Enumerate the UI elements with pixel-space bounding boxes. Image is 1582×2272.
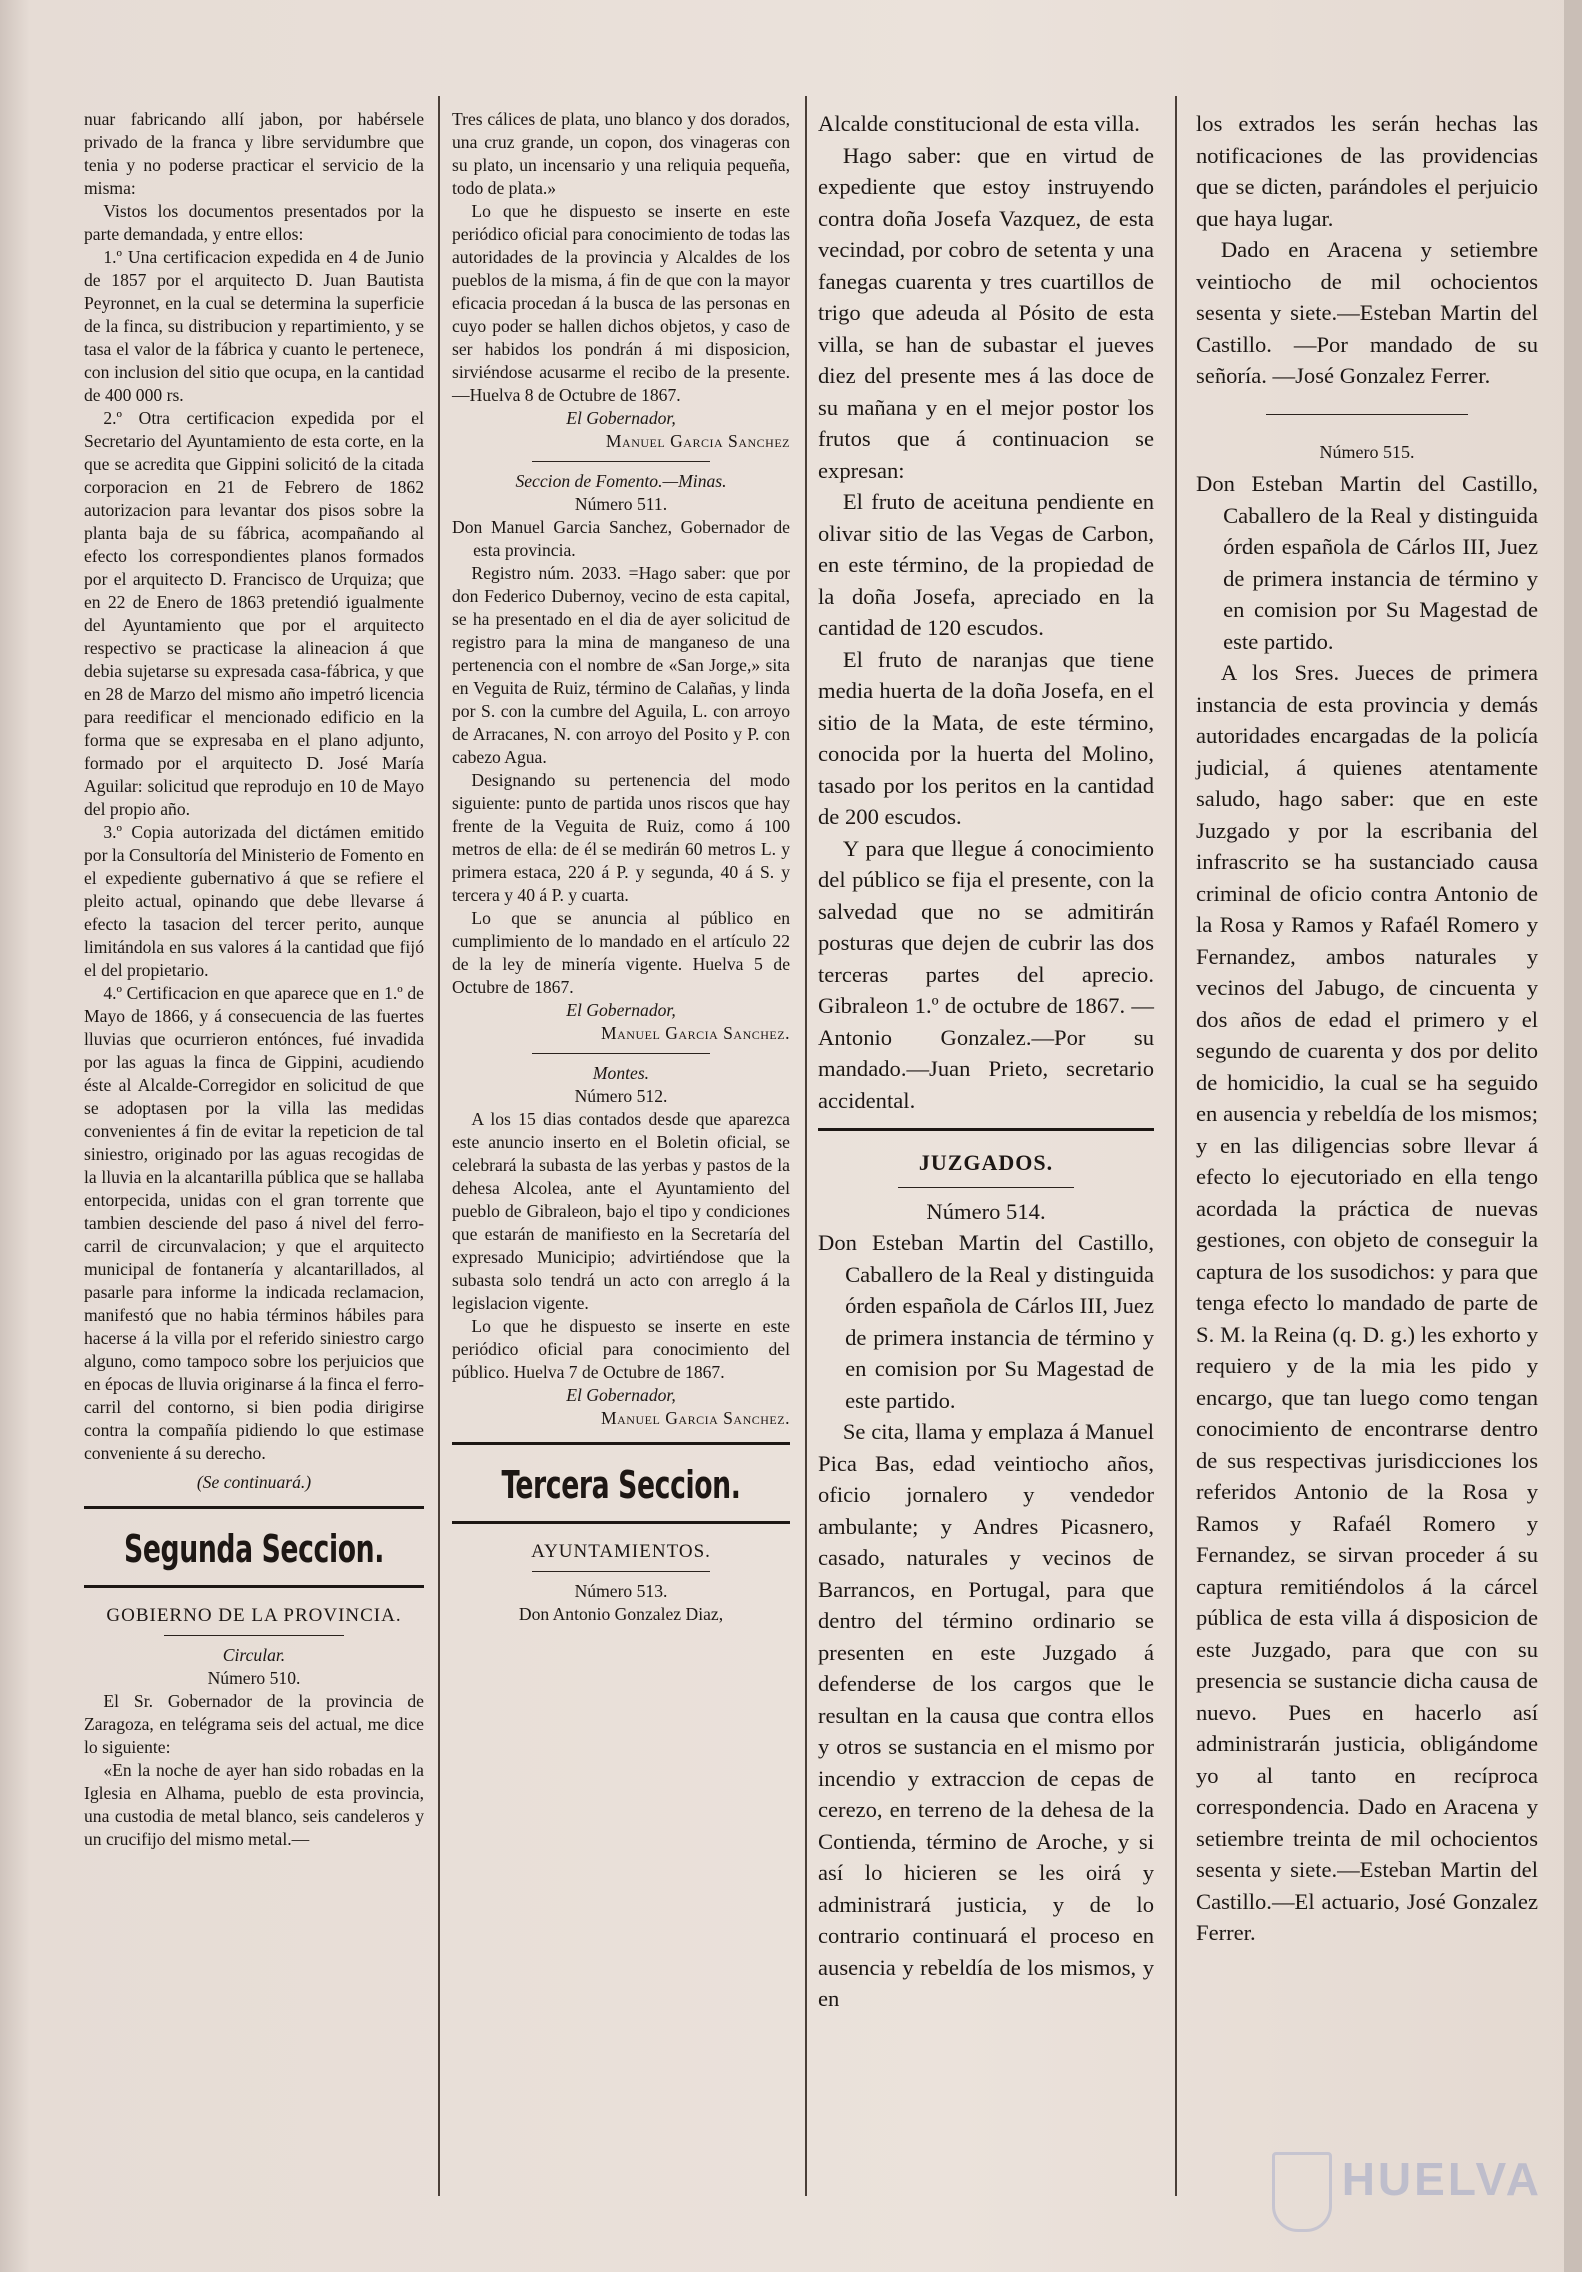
- divider: [1266, 414, 1468, 415]
- paragraph: Y para que llegue á conocimiento del público se fija el presente, con la salvedad que no se admitirán posturas que dejen de cubrir las dos terceras partes del aprecio. Gibraleon 1.º de octubre de 1867. —Antonio Gonzalez.—Por su mandado.—Juan Prieto, secretario accidental.: [818, 835, 1154, 1113]
- notice-number: Número 512.: [574, 1086, 668, 1106]
- section-divider: [818, 1128, 1154, 1131]
- paragraph: El fruto de naranjas que tiene media huerta de la doña Josefa, en el sitio de la Mata, de este término, conocida por la huerta del Molino, tasado por los peritos en la cantidad de 200 escudos.: [818, 646, 1154, 829]
- signature-name: Manuel Garcia Sanchez.: [601, 1023, 790, 1043]
- section-label: Seccion de Fomento.—Minas.: [515, 471, 727, 491]
- continuation-note: (Se continuará.): [196, 1472, 312, 1492]
- column-divider: [438, 96, 440, 2196]
- paragraph: Don Antonio Gonzalez Diaz,: [518, 1604, 724, 1624]
- notice-number: Número 515.: [1319, 441, 1415, 462]
- notice-number: Número 514.: [926, 1198, 1046, 1224]
- paragraph: 3.º Copia autorizada del dictámen emitido por la Consultoría del Ministerio de Fomento en el expediente gubernativo á que se refiere el pleito actual, opinando que debe llevarse á efecto la tasacion del tercer perito, aunque limitándola en sus valores á la cantidad que fijó el del propietario.: [84, 822, 424, 980]
- notice-number: Número 510.: [207, 1668, 301, 1688]
- section-divider: [84, 1585, 424, 1588]
- divider: [532, 1053, 710, 1054]
- notice-number: Número 511.: [574, 494, 668, 514]
- paragraph: Designando su pertenencia del modo siguiente: punto de partida unos riscos que hay frente de la Veguita de Ruiz, como á 100 metros de ella: de él se medirán 60 metros L. y primera estaca, 220 á P. y segunda, 40 á S. y tercera y 40 á P. y cuarta.: [452, 770, 790, 905]
- paragraph: Tres cálices de plata, uno blanco y dos dorados, una cruz grande, un copon, dos vinageras con su plato, un incensario y una reliquia pequeña, todo de plata.»: [452, 109, 790, 198]
- section-title: Tercera Seccion.: [501, 1463, 741, 1507]
- paragraph: 4.º Certificacion en que aparece que en 1.º de Mayo de 1866, y á consecuencia de las fuertes lluvias que ocurrieron entónces, fué invadida por las aguas la finca de Gippini, acudiendo éste al Alcalde-Corregidor en solicitud de que se adoptasen por la villa las medidas convenientes á fin de evitar la repeticion de tal siniestro, originado por las aguas recogidas de la lluvia en la alcantarilla pública que se hallaba entorpecida, unidas con el gran torrente que tambien desciende del paso á nivel del ferro-carril de circunvalacion; y que el arquitecto municipal de fontanería y alcantarillados, al pasarle para informe la indicada reclamacion, manifestó que no habia términos hábiles para hacerse á la villa por el referido siniestro cargo alguno, como tampoco sobre los perjuicios que en épocas de lluvia originarse á la finca el ferro-carril del contorno, si bien podia dirigirse contra la compañía pidiendo lo que estimase conveniente á su derecho.: [84, 983, 424, 1463]
- section-title: Segunda Seccion.: [124, 1527, 384, 1571]
- signature-label: El Gobernador,: [566, 1000, 676, 1020]
- paragraph: Lo que se anuncia al público en cumplimiento de lo mandado en el artículo 22 de la ley de minería vigente. Huelva 5 de Octubre de 1867.: [452, 908, 790, 997]
- notice-type: Circular.: [222, 1645, 286, 1665]
- paragraph: A los 15 dias contados desde que aparezca este anuncio inserto en el Boletin oficial, se celebrará la subasta de las yerbas y pastos de la dehesa Alcolea, ante el Ayuntamiento del pueblo de Gibraleon, bajo el tipo y condiciones que estarán de manifiesto en la Secretaría del expresado Municipio; advirtiéndose que la subasta solo tendrá un acto con arreglo á la legislacion vigente.: [452, 1109, 790, 1313]
- paragraph: Alcalde constitucional de esta villa.: [818, 111, 1140, 136]
- paragraph: Lo que he dispuesto se inserte en este periódico oficial para conocimiento del público. Huelva 7 de Octubre de 1867.: [452, 1316, 790, 1382]
- paragraph: Don Manuel Garcia Sanchez, Gobernador de esta provincia.: [452, 517, 790, 560]
- column-2: [452, 108, 790, 1626]
- section-divider: [84, 1506, 424, 1509]
- divider: [898, 1187, 1074, 1188]
- column-1: [84, 108, 424, 1851]
- signature-label: El Gobernador,: [566, 408, 676, 428]
- notice-number: Número 513.: [574, 1581, 668, 1601]
- section-label: Montes.: [592, 1063, 650, 1083]
- divider: [532, 1571, 710, 1572]
- paragraph: Dado en Aracena y setiembre veintiocho de mil ochocientos sesenta y siete.—Esteban Martin del Castillo. —Por mandado de su señoría. —José Gonzalez Ferrer.: [1196, 237, 1538, 388]
- signature-label: El Gobernador,: [566, 1385, 676, 1405]
- signature-name: Manuel Garcia Sanchez.: [601, 1408, 790, 1428]
- paragraph: El Sr. Gobernador de la provincia de Zaragoza, en telégrama seis del actual, me dice lo siguiente:: [84, 1691, 424, 1757]
- paragraph: A los Sres. Jueces de primera instancia de esta provincia y demás autoridades encargadas de la policía judicial, á quienes atentamente saludo, hago saber: que en este Juzgado y por la escribania del infrascrito se ha sustanciado causa criminal de oficio contra Antonio de la Rosa y Ramos y Rafaél Romero y Fernandez, ambos naturales y vecinos del Jabugo, de cincuenta y dos años de edad el primero y el segundo de cuarenta y dos por delito de homicidio, la cual se ha seguido en ausencia y rebeldía de los mismos; y en las diligencias sobre llevar á efecto lo ejecutoriado en ella tengo acordada la práctica de nuevas gestiones, con objeto de conseguir la captura de los susodichos: y para que tenga efecto lo mandado de parte de S. M. la Reina (q. D. g.) les exhorto y requiero y de la mia les pido y encargo, que tan luego como tengan conocimiento de encontrarse dentro de sus respectivas jurisdicciones los referidos Antonio de la Rosa y Ramos y Rafaél Romero y Fernandez, se sirvan proceder á su captura remitiéndolos á la cárcel pública de esta villa á disposicion de este Juzgado, para que con su presencia se sustancie dicha causa de nuevo. Pues en hacerlo así administrarán justicia, obligándome yo al tanto en recíproca correspondencia. Dado en Aracena y setiembre treinta de mil ochocientos sesenta y siete.—Esteban Martin del Castillo.—El actuario, José Gonzalez Ferrer.: [1196, 660, 1538, 1945]
- section-subtitle: AYUNTAMIENTOS.: [531, 1541, 711, 1562]
- column-3: [818, 108, 1154, 2015]
- section-subtitle: JUZGADOS.: [918, 1150, 1054, 1175]
- paragraph: los extrados les serán hechas las notificaciones de las providencias que se dicten, parándoles el perjuicio que haya lugar.: [1196, 111, 1538, 231]
- paragraph: «En la noche de ayer han sido robadas en la Iglesia en Alhama, pueblo de esta provincia, una custodia de metal blanco, seis candeleros y un crucifijo del mismo metal.—: [84, 1760, 424, 1849]
- column-divider: [805, 96, 807, 2196]
- section-divider: [452, 1521, 790, 1524]
- paragraph: 1.º Una certificacion expedida en 4 de Junio de 1857 por el arquitecto D. Juan Bautista Peyronnet, en la cual se determina la superficie de la finca, su distribucion y repartimiento, y se tasa el valor de la fábrica y cuanto le pertenece, con inclusion del sitio que ocupa, en la cantidad de 400 000 rs.: [84, 247, 424, 405]
- paragraph: Se cita, llama y emplaza á Manuel Pica Bas, edad veintiocho años, oficio jornalero y vendedor ambulante; y Andres Picasnero, casado, naturales y vecinos de Barrancos, en Portugal, para que dentro del término ordinario se presenten en este Juzgado á defenderse de los cargos que le resultan en la causa que contra ellos y otros se sustancia en el mismo por incendio y extraccion de cepas de cerezo, en terreno de la dehesa de la Contienda, término de Aroche, y si así lo hicieren se les oirá y administrará justicia, y de lo contrario continuará el proceso en ausencia y rebeldía de los mismos, y en: [818, 1419, 1154, 2011]
- paragraph: Registro núm. 2033. =Hago saber: que por don Federico Dubernoy, vecino de esta capital, se ha presentado en el dia de ayer solicitud de registro para la mina de manganeso de una pertenencia con el nombre de «San Jorge,» sita en Veguita de Ruiz, término de Calañas, y linda por S. con la cumbre del Aguila, L. con arroyo de Arracanes, N. con arroyo del Posito y P. con cabezo Agua.: [452, 563, 790, 767]
- signature-name: Manuel Garcia Sanchez: [605, 431, 790, 451]
- column-divider: [1175, 96, 1177, 2196]
- paragraph: nuar fabricando allí jabon, por habérsele privado de la franca y libre servidumbre que tenia y no poderse practicar el servicio de la misma:: [84, 109, 424, 198]
- divider: [532, 461, 710, 462]
- divider: [164, 1635, 344, 1636]
- section-subtitle: GOBIERNO DE LA PROVINCIA.: [106, 1605, 402, 1626]
- column-4: [1196, 108, 1538, 1949]
- paragraph: Vistos los documentos presentados por la parte demandada, y entre ellos:: [84, 201, 424, 244]
- section-divider: [452, 1442, 790, 1445]
- archive-watermark: HUELVA: [1341, 2153, 1542, 2205]
- paragraph: Don Esteban Martin del Castillo, Caballero de la Real y distinguida órden española de Cárlos III, Juez de primera instancia de término y en comision por Su Magestad de este partido.: [818, 1230, 1154, 1413]
- paragraph: Lo que he dispuesto se inserte en este periódico oficial para conocimiento de todas las autoridades de la provincia y Alcaldes de los pueblos de la misma, á fin de que con la mayor eficacia procedan á la busca de las personas en cuyo poder se hallen dichos objetos, y caso de ser habidos los pondrán á mi disposicion, sirviéndose acusarme el recibo de la presente. —Huelva 8 de Octubre de 1867.: [452, 201, 790, 405]
- paragraph: Hago saber: que en virtud de expediente que estoy instruyendo contra doña Josefa Vazquez, de esta vecindad, por cobro de setenta y una fanegas cuarenta y tres cuartillos de trigo que adeuda al Pósito de esta villa, se han de subastar el jueves diez del presente mes á las doce de su mañana y en el mejor postor los frutos que á continuacion se expresan:: [818, 142, 1154, 483]
- paragraph: El fruto de aceituna pendiente en olivar sitio de las Vegas de Carbon, en este término, de la propiedad de la doña Josefa, apreciado en la cantidad de 120 escudos.: [818, 489, 1154, 640]
- paragraph: 2.º Otra certificacion expedida por el Secretario del Ayuntamiento de esta corte, en la que se acredita que Gippini solicitó de la citada corporacion en 21 de Febrero de 1862 autorizacion para levantar dos pisos sobre la planta baja de su fábrica, acompañando al efecto los correspondientes planos formados por el arquitecto D. Francisco de Urquiza; que en 22 de Enero de 1863 pretendió igualmente del Ayuntamiento que por el arquitecto respectivo se practicase la alineacion á que debia sujetarse su expresada casa-fábrica, y que en 28 de Marzo del mismo año impetró licencia para reedificar el mencionado edificio en la forma que se expresaba en el plano adjunto, formado por el arquitecto D. José María Aguilar: solicitud que reprodujo en 10 de Mayo del propio año.: [84, 408, 424, 819]
- paragraph: Don Esteban Martin del Castillo, Caballero de la Real y distinguida órden española de Cárlos III, Juez de primera instancia de término y en comision por Su Magestad de este partido.: [1196, 471, 1538, 654]
- page-edge: [1564, 0, 1582, 2272]
